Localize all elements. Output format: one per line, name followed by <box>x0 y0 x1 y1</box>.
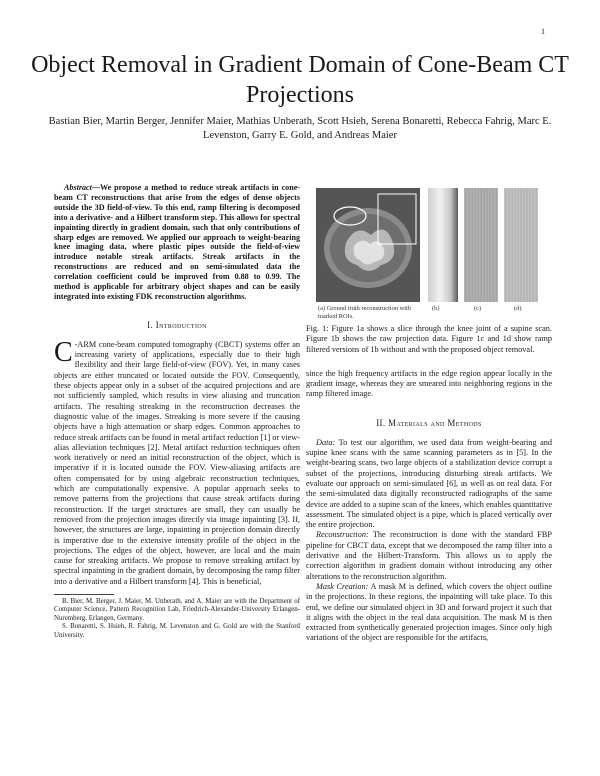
object-removed-image <box>504 188 538 302</box>
knee-reconstruction-image <box>316 188 420 302</box>
abstract <box>54 183 300 302</box>
ramp-filtered-image <box>464 188 498 302</box>
drop-cap: C <box>54 336 73 368</box>
right-column <box>306 183 552 644</box>
reconstruction-label: Reconstruction: <box>316 530 369 540</box>
data-label: Data: <box>316 437 336 447</box>
footnote-affiliation-1: B. Bier, M. Berger, J. Maier, M. Unberath, and A. Maier are with the Department of Computer Science, Pattern Recognition Lab, Friedrich-Alexander-University Erlangen-Nuremberg, Erlangen, Germany. <box>54 598 300 622</box>
data-text: To test our algorithm, we used data from weight-bearing and supine knee scans with the same scanning parameters as in [5]. In the weight-bearing scans, two large objects of a stabilization device corrupt a subset of the projections, introducing disturbing streak artifacts. We evaluate our approach on semi-simulated [6], as well as on real data. For the semi-simulated data digitally reconstructed radiographs of the same device are added to a supine scan of the knees, which enables quantitative assessment. The simulated object is a pipe, which is placed vertically over the entire projection. <box>306 437 552 530</box>
reconstruction-text: The reconstruction is done with the standard FBP pipeline for CBCT data, except that we decomposed the ramp filter into a derivative and the Hilbert-Transform. This allows us to apply the correction algorithm in gradient domain without introducing any other alterations to the reconstruction algorithm. <box>306 530 552 581</box>
section-heading-methods: II. Materials and Methods <box>376 417 482 428</box>
abstract-lead: Abstract <box>64 183 92 192</box>
section-heading-introduction: I. Introduction <box>147 319 207 330</box>
right-paragraph: since the high frequency artifacts in the edge region appear locally in the gradient image, whereas they are smeared into neighboring regions in the ramp filtered image. <box>306 368 552 399</box>
intro-text: -ARM cone-beam computed tomography (CBCT) systems offer an increasing variety of applications, especially due to their high flexibility and their large field-of-view (FOV). Yet, in many cases objects are either truncated or located outside the FOV. Consequently, these objects appear only in a subset of the acquired projections and are not sufficiently sampled, which results in view aliasing and truncation artifacts. The resulting streaking in the reconstruction decreases the diagnostic value of the images. Streaking is more severe if the causing objects have a high attenuation or sharp edges. Common approaches to reduce streak artifacts can be found in metal artifact reduction [1] or view-alias alleviation techniques [2]. Metal artifact reduction techniques often work iteratively or need an initial reconstruction of the object, which is imperative if it is located outside the FOV. View-aliasing artifacts are often compensated for by using algebraic reconstruction techniques, which are computationally expensive. A popular approach seeks to remove patterns from the projections that cause streak artifacts during reconstruction. If the target structures are small, they can usually be removed from the projection images directly via image inpainting [3]. If, however, the structures are large, inpainting in projection domain directly is imperative due to the extensive intensity profile of the object in the projections. The edges of the object, however, are local and the main cause for streaking artifacts. We propose to remove streaking artifact by spectral inpainting in the gradient domain, by decomposing the ramp filter into a derivative and a Hilbert transform [4]. This is beneficial, <box>54 339 301 586</box>
subcaption-a: (a) Ground truth reconstruction with marked ROIs. <box>318 305 411 320</box>
intro-paragraph <box>54 336 301 587</box>
subcaption-d: (d) <box>514 305 522 312</box>
left-column <box>54 183 300 640</box>
mask-paragraph <box>306 582 552 644</box>
figure-1 <box>306 188 552 322</box>
footnote-divider <box>54 594 114 595</box>
mask-text: A mask M is defined, which covers the object outline in the projections. In these regions, the inpainting will take place. To this end, we define our simulated object in 3D and forward project it such that it aligns with the object in the real data acquisition. The mask M is then extracted from synthetically generated projection images. Since only high variations of the object are responsible for the artifacts, <box>306 581 552 643</box>
page-number: 1 <box>541 27 545 36</box>
raw-projection-image <box>428 188 458 302</box>
abstract-text: —We propose a method to reduce streak artifacts in cone-beam CT reconstructions that arise from the edges of dense objects outside the 3D field-of-view. To this end, ramp filtering is decomposed into a derivative- and a Hilbert transform step. This allows for spectral inpainting directly in gradient domain, such that only contributions of sharp edges are removed. We applied our approach to weight-bearing knee imaging data, where plastic pipes outside the field-of-view introduce notable streak artifacts. Streak artifacts in the reconstructions are reduced and on semi-simulated data the correlation coefficient could be improved from 0.88 to 0.99. The method is applicable for arbitrary object shapes and can be easily integrated into existing FDK reconstruction algorithms. <box>54 183 300 301</box>
reconstruction-paragraph <box>306 530 552 581</box>
subcaption-c: (c) <box>474 305 482 312</box>
knee-slice-graphic <box>316 188 420 302</box>
figure-caption: Fig. 1: Figure 1a shows a slice through the knee joint of a supine scan. Figure 1b shows the raw projection data. Figure 1c and 1d show ramp filtered versions of 1b without and with the proposed object removal. <box>306 324 552 354</box>
paper-title: Object Removal in Gradient Domain of Cone-Beam CT Projections <box>31 52 569 108</box>
subcaption-b: (b) <box>432 305 440 312</box>
mask-label: Mask Creation: <box>316 581 369 591</box>
footnote-affiliation-2: S. Bonaretti, S. Hsieh, R. Fahrig, M. Levenston and G. Gold are with the Stanford University. <box>54 623 300 639</box>
data-paragraph <box>306 438 552 531</box>
author-list: Bastian Bier, Martin Berger, Jennifer Maier, Mathias Unberath, Scott Hsieh, Serena Bonaretti, Rebecca Fahrig, Marc E. Levenston, Garry E. Gold, and Andreas Maier <box>48 116 552 141</box>
